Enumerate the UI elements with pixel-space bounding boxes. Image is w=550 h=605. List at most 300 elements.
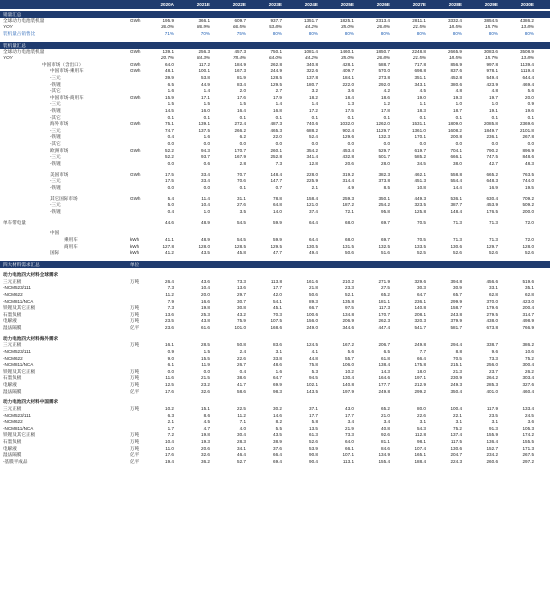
cell-value: 74.7 (165, 127, 174, 133)
cell-value: 0.0 (203, 368, 210, 374)
row-label: 三元正极 (3, 405, 22, 411)
cell-value: 19.5 (525, 184, 534, 190)
cell-value: 174.2 (522, 432, 534, 438)
cell-value: 89.3 (309, 298, 318, 304)
cell-value: 36.2 (201, 458, 210, 464)
cell-value: 69.4 (273, 458, 282, 464)
cell-value: 71.3 (489, 219, 498, 225)
cell-value: 319.2 (342, 171, 354, 177)
row-label: -NCM523/111 (3, 412, 31, 418)
cell-value: 44.9 (201, 81, 210, 87)
cell-value: 132.5 (378, 243, 390, 249)
cell-value: 0.1 (419, 114, 426, 120)
cell-value: 170.1 (414, 134, 426, 140)
cell-value: 0.0 (239, 140, 246, 146)
cell-value: 140.8 (414, 305, 426, 311)
cell-value: 97.5 (345, 305, 354, 311)
table-row (0, 55, 550, 62)
cell-value: 1.6 (203, 134, 210, 140)
cell-value: 100.4 (450, 405, 462, 411)
cell-value: 386.2 (522, 342, 534, 348)
cell-value: 509.2 (522, 202, 534, 208)
row-label: 国际 (50, 250, 60, 256)
cell-value: 1460.1 (339, 48, 354, 54)
cell-value: 17.7 (309, 412, 318, 418)
cell-value: 100.1 (198, 68, 210, 74)
cell-value: 204.7 (450, 452, 462, 458)
cell-value: 52.5 (417, 250, 426, 256)
cell-value: 32.6 (201, 388, 210, 394)
cell-value: 36.0% (160, 24, 174, 30)
cell-value: 107.1 (342, 452, 354, 458)
row-label: 全球动力电池装机量 (3, 17, 45, 23)
cell-value: 65.7 (453, 291, 462, 297)
row-label: -三元 (50, 202, 61, 208)
cell-value: 266.2 (234, 127, 246, 133)
cell-value: 61.6 (201, 324, 210, 330)
cell-value: 34.5 (417, 160, 426, 166)
row-label: 中国市场（含出口） (42, 61, 84, 67)
cell-value: 52.4 (309, 134, 318, 140)
row-label: -NCM811/NCA (3, 298, 34, 304)
cell-value: 43.2 (237, 311, 246, 317)
cell-value: 105.3 (522, 425, 534, 431)
cell-value: 549.4 (486, 74, 498, 80)
cell-value: 59.9 (273, 219, 282, 225)
cell-value: 5.8 (311, 419, 318, 425)
cell-value: 17.5 (165, 178, 174, 184)
header-year: 2026E (376, 2, 390, 7)
table-row (0, 49, 550, 56)
cell-value: 17.6 (165, 452, 174, 458)
cell-value: 22.0 (273, 134, 282, 140)
cell-value: 763.5 (522, 171, 534, 177)
cell-value: 78.8 (273, 195, 282, 201)
cell-value: 10.2 (345, 368, 354, 374)
row-label: 动力电池四大材料全球需求 (3, 272, 59, 278)
cell-value: 62.8 (489, 291, 498, 297)
cell-value: 167.3 (234, 68, 246, 74)
cell-value: 15.7% (484, 24, 498, 30)
cell-value: 14.6 (273, 412, 282, 418)
cell-value: 54.3 (417, 425, 426, 431)
cell-value: 54.5 (237, 219, 246, 225)
cell-value: 536.1 (450, 195, 462, 201)
cell-value: 2.1 (167, 419, 174, 425)
cell-value: 6.5 (383, 348, 390, 354)
cell-value: 3508.9 (519, 48, 534, 54)
cell-value: 423.0 (522, 298, 534, 304)
cell-value: 19.6 (525, 107, 534, 113)
cell-value: 33.1 (489, 285, 498, 291)
cell-value: 558.8 (450, 171, 462, 177)
cell-value: 30.3 (417, 285, 426, 291)
cell-value: 351.1 (414, 74, 426, 80)
row-unit: 万吨 (130, 438, 140, 444)
cell-value: 0.1 (383, 114, 390, 120)
cell-value: 15.9 (165, 94, 174, 100)
cell-value: 86.9% (196, 24, 210, 30)
cell-value: 18.5% (448, 55, 462, 61)
cell-value: 327.6 (522, 381, 534, 387)
cell-value: 53.8% (268, 24, 282, 30)
cell-value: 1809.0 (447, 121, 462, 127)
cell-value: 252.8 (270, 154, 282, 160)
row-label: 中国市场-商用车 (50, 94, 84, 100)
cell-value: 21.5% (412, 55, 426, 61)
row-label: -三元 (50, 127, 61, 133)
cell-value: 673.8 (486, 324, 498, 330)
table-row (0, 202, 550, 209)
cell-value: 11.0 (165, 445, 174, 451)
row-label: 中国市场-乘用车 (50, 68, 84, 74)
cell-value: 90.4 (309, 458, 318, 464)
cell-value: 0.0 (203, 140, 210, 146)
cell-value: 124.5 (306, 342, 318, 348)
cell-value: 688.2 (306, 127, 318, 133)
row-unit: 万吨 (130, 445, 140, 451)
cell-value: 133.5 (414, 243, 426, 249)
cell-value: 323.5 (414, 202, 426, 208)
row-label: -铁锂 (50, 184, 61, 190)
cell-value: 790.2 (486, 147, 498, 153)
cell-value: 84.3% (196, 55, 210, 61)
cell-value: 1.0 (455, 101, 462, 107)
cell-value: 135.8 (342, 298, 354, 304)
cell-value: 2085.8 (483, 121, 498, 127)
cell-value: 44.6 (165, 219, 174, 225)
table-row (0, 68, 550, 75)
cell-value: 73.3 (345, 432, 354, 438)
cell-value: 14.0 (273, 208, 282, 214)
cell-value: 188.4 (414, 458, 426, 464)
cell-value: 619.7 (414, 147, 426, 153)
cell-value: 28.0 (381, 160, 390, 166)
cell-value: 127.8 (162, 243, 174, 249)
cell-value: 137.4 (450, 432, 462, 438)
cell-value: 0.0 (419, 140, 426, 146)
row-unit: 万吨 (130, 342, 140, 348)
cell-value: 2.4 (239, 348, 246, 354)
cell-value: 222.0 (342, 81, 354, 87)
cell-value: 13.6 (165, 311, 174, 317)
row-label: -NCM523/111 (3, 348, 31, 354)
row-unit: 亿平 (130, 458, 140, 464)
cell-value: 33.4 (201, 171, 210, 177)
cell-value: 26.8% (376, 55, 390, 61)
table-row (0, 362, 550, 369)
cell-value: 65.2 (381, 405, 390, 411)
cell-value: 71.3 (489, 236, 498, 242)
row-unit: 亿平 (130, 324, 140, 330)
cell-value: 45.1 (273, 305, 282, 311)
table-row (0, 426, 550, 433)
cell-value: 314.7 (522, 311, 534, 317)
cell-value: 129.7 (486, 243, 498, 249)
cell-value: 0.0 (167, 368, 174, 374)
table-row (0, 220, 550, 227)
header-year: 2021E (196, 2, 210, 7)
cell-value: 20.0 (525, 94, 534, 100)
cell-value: 5.4 (167, 195, 174, 201)
row-label: 铁锂及其它正极 (3, 305, 36, 311)
cell-value: 64.7 (417, 291, 426, 297)
cell-value: 343.1 (414, 81, 426, 87)
cell-value: 206.9 (342, 318, 354, 324)
cell-value: 73.3 (237, 278, 246, 284)
cell-value: 30.4 (237, 432, 246, 438)
cell-value: 236.1 (486, 134, 498, 140)
cell-value: 13.8% (520, 55, 534, 61)
cell-value: 54.5 (237, 236, 246, 242)
cell-value: 31.1 (237, 195, 246, 201)
cell-value: 0.0 (167, 184, 174, 190)
cell-value: 61.3 (309, 432, 318, 438)
row-label: 铁锂及其它正极 (3, 432, 36, 438)
cell-value: 462.1 (414, 171, 426, 177)
cell-value: 6.2 (239, 134, 246, 140)
cell-value: 130.6 (450, 445, 462, 451)
cell-value: 80% (272, 30, 282, 36)
cell-value: 18.0 (417, 368, 426, 374)
cell-value: 33.8 (273, 355, 282, 361)
cell-value: 666.1 (450, 154, 462, 160)
cell-value: 68.0 (345, 236, 354, 242)
cell-value: 43.5 (273, 432, 282, 438)
row-unit: GWh (130, 17, 141, 23)
cell-value: 130.4 (342, 375, 354, 381)
cell-value: 300.4 (522, 362, 534, 368)
cell-value: 0.0 (491, 140, 498, 146)
cell-value: 14.5 (165, 107, 174, 113)
row-label: 电解液 (3, 318, 17, 324)
cell-value: 113.1 (342, 458, 354, 464)
cell-value: 1.1 (419, 101, 426, 107)
cell-value: 7.3 (167, 285, 174, 291)
cell-value: 70.3 (273, 311, 282, 317)
cell-value: 0.0 (455, 140, 462, 146)
row-label: -其它 (50, 114, 61, 120)
header-year: 2022E (232, 2, 246, 7)
cell-value: 117.2 (198, 61, 210, 67)
cell-value: 128.0 (522, 243, 534, 249)
table-row (0, 75, 550, 82)
cell-value: 19.3 (201, 438, 210, 444)
cell-value: 453.9 (486, 202, 498, 208)
row-label: 石墨负极 (3, 375, 22, 381)
cell-value: 102.1 (306, 381, 318, 387)
cell-value: 117.3 (378, 305, 390, 311)
row-label: 湿法隔膜 (3, 324, 22, 330)
row-label: -NCM622 (3, 291, 23, 297)
cell-value: 244.9 (270, 68, 282, 74)
cell-value: 16.6 (201, 298, 210, 304)
cell-value: 747.5 (486, 154, 498, 160)
cell-value: 41.1 (165, 236, 174, 242)
cell-value: 80% (416, 30, 426, 36)
table-row (0, 413, 550, 420)
cell-value: 7.3 (167, 305, 174, 311)
cell-value: 58.6 (237, 388, 246, 394)
cell-value: 5.6 (347, 348, 354, 354)
cell-value: 17.5 (345, 107, 354, 113)
cell-value: 68.0 (345, 219, 354, 225)
cell-value: 401.0 (486, 388, 498, 394)
cell-value: 22.5 (237, 405, 246, 411)
row-label: 其它国际市场 (50, 195, 78, 201)
table-row (0, 336, 550, 343)
cell-value: 1850.7 (375, 48, 390, 54)
cell-value: 0.1 (203, 114, 210, 120)
cell-value: 449.3 (414, 195, 426, 201)
cell-value: 18.6 (381, 94, 390, 100)
cell-value: 4.5 (203, 419, 210, 425)
cell-value: 0.1 (455, 114, 462, 120)
cell-value: 1119.4 (520, 68, 534, 74)
header-year: 2028E (448, 2, 462, 7)
cell-value: 3.4 (347, 419, 354, 425)
cell-value: 107.5 (270, 318, 282, 324)
cell-value: 52.2 (165, 147, 174, 153)
cell-value: 1849.7 (483, 127, 498, 133)
cell-value: 644.4 (522, 74, 534, 80)
table-row (0, 148, 550, 155)
cell-value: 8.6 (203, 412, 210, 418)
cell-value: 285.3 (486, 381, 498, 387)
header-year: 2025E (340, 2, 354, 7)
cell-value: 21.5% (412, 24, 426, 30)
cell-value: 41.7 (237, 381, 246, 387)
cell-value: 32.6 (201, 452, 210, 458)
cell-value: 23.5 (489, 412, 498, 418)
cell-value: 75.8 (309, 362, 318, 368)
cell-value: 3.6 (527, 419, 534, 425)
cell-value: 469.4 (522, 81, 534, 87)
row-label: 石墨负极 (3, 438, 22, 444)
cell-value: 55.7 (345, 355, 354, 361)
cell-value: 766.9 (522, 324, 534, 330)
cell-value: 15.1 (201, 405, 210, 411)
section-header-row (0, 42, 550, 49)
cell-value: 80% (308, 30, 318, 36)
cell-value: 848.6 (522, 154, 534, 160)
cell-value: 6.5 (167, 81, 174, 87)
cell-value: 66.4 (417, 355, 426, 361)
cell-value: 90.8 (309, 452, 318, 458)
cell-value: 13.6 (237, 285, 246, 291)
cell-value: 22.6 (237, 355, 246, 361)
cell-value: 200.4 (522, 305, 534, 311)
cell-value: 125.8 (414, 208, 426, 214)
cell-value: 0.6 (203, 160, 210, 166)
row-label: -三元 (50, 74, 61, 80)
cell-value: 4.7 (203, 425, 210, 431)
cell-value: 21.8 (309, 285, 318, 291)
cell-value: 18.7 (453, 107, 462, 113)
cell-value: 75% (236, 30, 246, 36)
cell-value: 299.2 (414, 388, 426, 394)
cell-value: 72.0 (525, 219, 534, 225)
cell-value: 409.7 (342, 68, 354, 74)
table-row (0, 318, 550, 325)
cell-value: 71% (164, 30, 174, 36)
cell-value: 46.4 (237, 452, 246, 458)
cell-value: 452.8 (450, 74, 462, 80)
cell-value: 48.9 (201, 219, 210, 225)
cell-value: 80% (452, 30, 462, 36)
cell-value: 20.0 (201, 291, 210, 297)
cell-value: 43.6 (201, 278, 210, 284)
cell-value: 382.3 (378, 171, 390, 177)
row-unit: GWh (130, 94, 141, 100)
cell-value: 52.1 (345, 291, 354, 297)
cell-value: 15.7% (484, 55, 498, 61)
row-label: 三元正极 (3, 278, 22, 284)
cell-value: 70.5 (453, 355, 462, 361)
cell-value: 338.7 (486, 342, 498, 348)
table-row (0, 459, 550, 466)
cell-value: 224.3 (450, 458, 462, 464)
cell-value: 72.1 (345, 208, 354, 214)
cell-value: 0.0 (347, 140, 354, 146)
cell-value: 30.2 (273, 405, 282, 411)
cell-value: 0.4 (167, 208, 174, 214)
cell-value: 438.0 (486, 318, 498, 324)
cell-value: 208.1 (414, 311, 426, 317)
cell-value: 30.8 (237, 305, 246, 311)
table-row (0, 88, 550, 95)
cell-value: 3.6 (347, 88, 354, 94)
table-row (0, 285, 550, 292)
cell-value: 128.5 (270, 74, 282, 80)
cell-value: 2665.9 (447, 48, 462, 54)
cell-value: 41.2 (165, 250, 174, 256)
cell-value: 1.6 (167, 88, 174, 94)
row-label: 三元正极 (3, 342, 22, 348)
row-label: 装机量汇总 (3, 42, 26, 48)
cell-value: 4.9 (347, 184, 354, 190)
cell-value: 9.0 (167, 355, 174, 361)
cell-value: 260.1 (270, 147, 282, 153)
cell-value: 18.3 (417, 107, 426, 113)
cell-value: 98.1 (417, 438, 426, 444)
cell-value: 210.2 (342, 278, 354, 284)
cell-value: 262.3 (378, 318, 390, 324)
cell-value: 1.4 (311, 101, 318, 107)
cell-value: 37.4 (309, 208, 318, 214)
cell-value: 17.6 (237, 94, 246, 100)
cell-value: 11.4 (201, 195, 210, 201)
row-label: 全球动力电池装机量 (3, 48, 45, 54)
row-unit: kWh (130, 250, 140, 256)
row-unit: 万吨 (130, 375, 140, 381)
cell-value: 243.8 (450, 311, 462, 317)
cell-value: 112.8 (414, 432, 426, 438)
row-unit: kWh (130, 236, 140, 242)
cell-value: 39.9 (165, 74, 174, 80)
cell-value: 260.6 (486, 458, 498, 464)
cell-value: 52.7 (237, 458, 246, 464)
cell-value: 519.6 (522, 278, 534, 284)
cell-value: 16.8 (273, 107, 282, 113)
cell-value: 1.0 (491, 101, 498, 107)
cell-value: 38.6 (237, 375, 246, 381)
cell-value: 43.8 (201, 318, 210, 324)
cell-value: 350.1 (378, 195, 390, 201)
cell-value: 64.4 (309, 219, 318, 225)
cell-value: 129.5 (270, 243, 282, 249)
cell-value: 320.3 (414, 318, 426, 324)
